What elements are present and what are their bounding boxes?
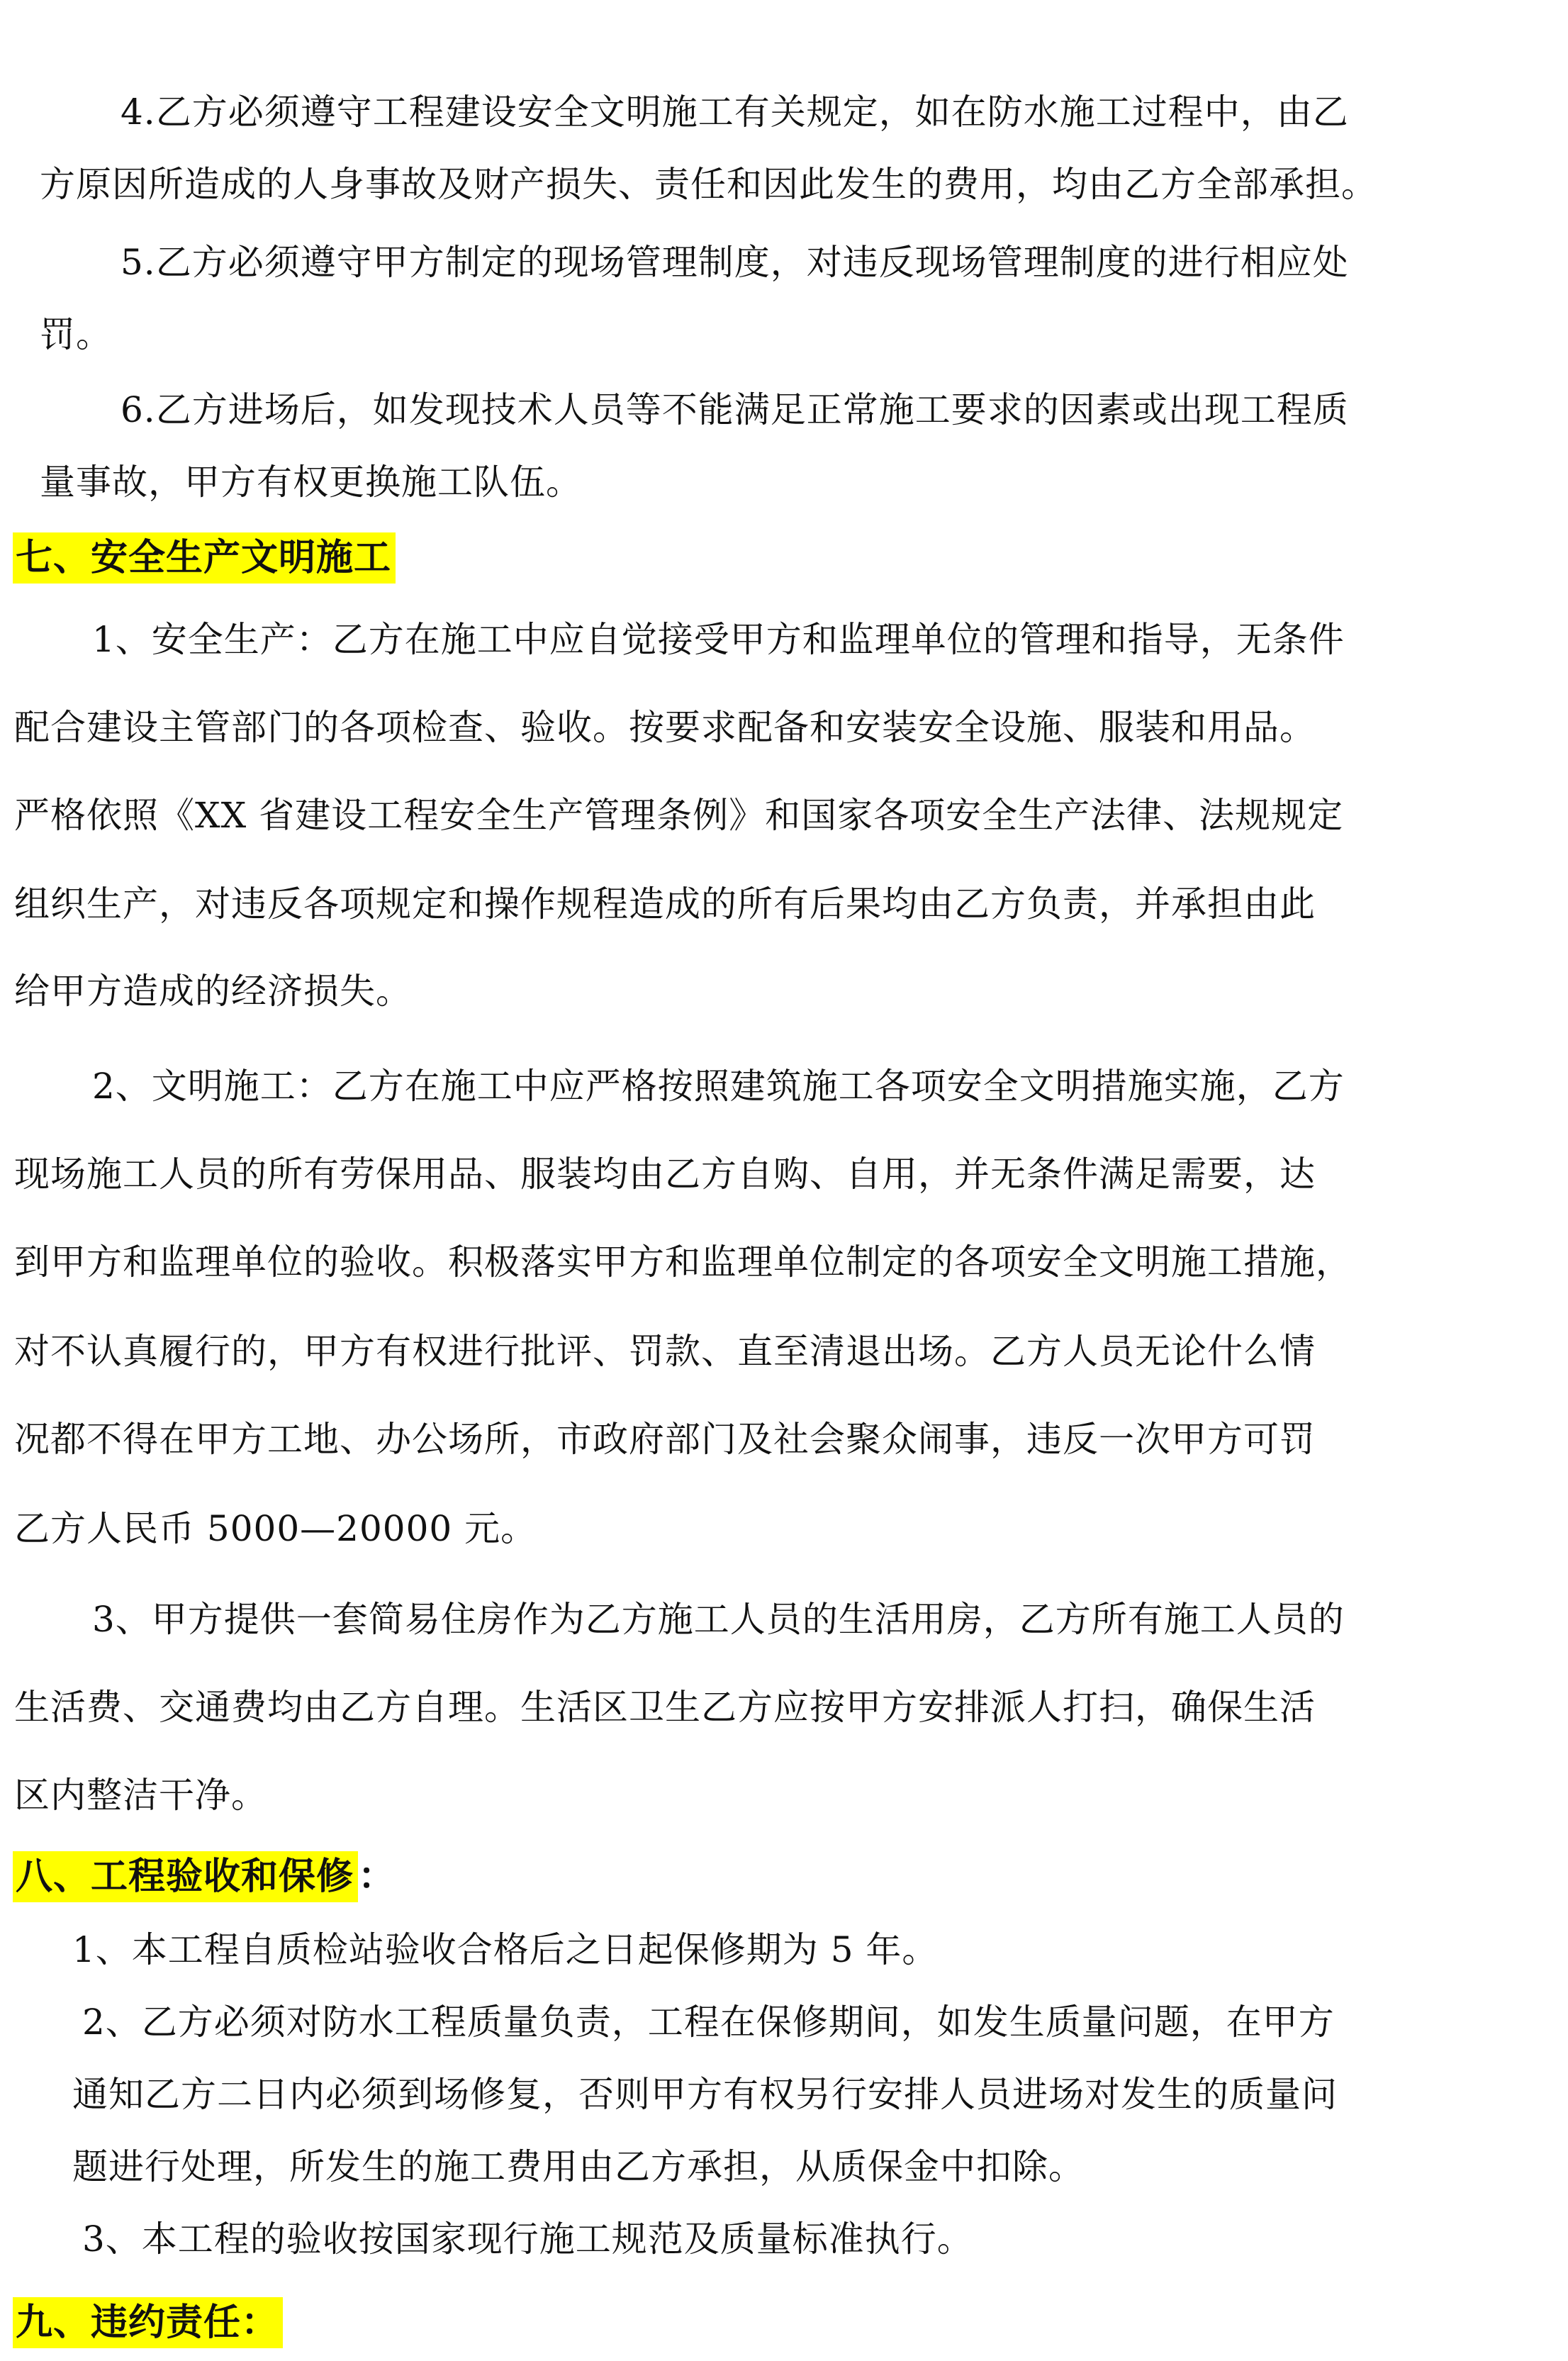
section-8-heading [13, 1855, 396, 1899]
s7-p1-line-2: 配合建设主管部门的各项检查、验收。按要求配备和安装安全设施、服装和用品。 [14, 707, 1316, 748]
s7-p2-line-4: 对不认真履行的，甲方有权进行批评、罚款、直至清退出场。乙方人员无论什么情 [14, 1331, 1316, 1372]
section-9-heading [13, 2301, 283, 2345]
s8-p2-line-3: 题进行处理，所发生的施工费用由乙方承担，从质保金中扣除。 [72, 2146, 1085, 2187]
s7-p2-line-2: 现场施工人员的所有劳保用品、服装均由乙方自购、自用，并无条件满足需要，达 [14, 1154, 1316, 1195]
s7-p2-line-5: 况都不得在甲方工地、办公场所，市政府部门及社会聚众闹事，违反一次甲方可罚 [14, 1419, 1316, 1460]
section-8-heading-colon: ： [358, 1855, 396, 1898]
section-7-heading-text: 七、安全生产文明施工 [13, 532, 396, 584]
s7-p3-line-1: 3、甲方提供一套简易住房作为乙方施工人员的生活用房，乙方所有施工人员的 [92, 1599, 1345, 1640]
s8-p1-line-1: 1、本工程自质检站验收合格后之日起保修期为 5 年。 [72, 1929, 939, 1970]
clause-6-line-1: 6.乙方进场后，如发现技术人员等不能满足正常施工要求的因素或出现工程质 [121, 389, 1349, 430]
s7-p3-line-2: 生活费、交通费均由乙方自理。生活区卫生乙方应按甲方安排派人打扫，确保生活 [14, 1687, 1316, 1728]
s8-p2-line-2: 通知乙方二日内必须到场修复，否则甲方有权另行安排人员进场对发生的质量问 [72, 2074, 1338, 2115]
clause-4-line-2: 方原因所造成的人身事故及财产损失、责任和因此发生的费用，均由乙方全部承担。 [40, 164, 1377, 205]
s7-p1-line-5: 给甲方造成的经济损失。 [14, 971, 412, 1012]
s7-p2-line-3: 到甲方和监理单位的验收。积极落实甲方和监理单位制定的各项安全文明施工措施， [14, 1241, 1352, 1283]
s7-p1-line-4: 组织生产，对违反各项规定和操作规程造成的所有后果均由乙方负责，并承担由此 [14, 883, 1316, 925]
clause-5-line-1: 5.乙方必须遵守甲方制定的现场管理制度，对违反现场管理制度的进行相应处 [121, 242, 1349, 283]
clause-5-line-2: 罚。 [40, 314, 112, 355]
section-7-heading [13, 536, 396, 580]
section-9-heading-text: 九、违约责任： [13, 2297, 283, 2348]
s7-p3-line-3: 区内整洁干净。 [14, 1775, 267, 1816]
section-8-heading-text: 八、工程验收和保修 [13, 1851, 358, 1902]
s7-p1-line-3: 严格依照《XX 省建设工程安全生产管理条例》和国家各项安全生产法律、法规规定 [14, 795, 1344, 836]
s8-p3-line-1: 3、本工程的验收按国家现行施工规范及质量标准执行。 [82, 2218, 973, 2260]
s8-p2-line-1: 2、乙方必须对防水工程质量负责，工程在保修期间，如发生质量问题，在甲方 [82, 2002, 1335, 2043]
clause-4-line-1: 4.乙方必须遵守工程建设安全文明施工有关规定，如在防水施工过程中，由乙 [121, 91, 1349, 133]
s7-p1-line-1: 1、安全生产：乙方在施工中应自觉接受甲方和监理单位的管理和指导，无条件 [92, 619, 1345, 660]
clause-6-line-2: 量事故，甲方有权更换施工队伍。 [40, 462, 582, 503]
s7-p2-line-6: 乙方人民币 5000—20000 元。 [14, 1508, 537, 1549]
s7-p2-line-1: 2、文明施工：乙方在施工中应严格按照建筑施工各项安全文明措施实施，乙方 [92, 1066, 1345, 1107]
